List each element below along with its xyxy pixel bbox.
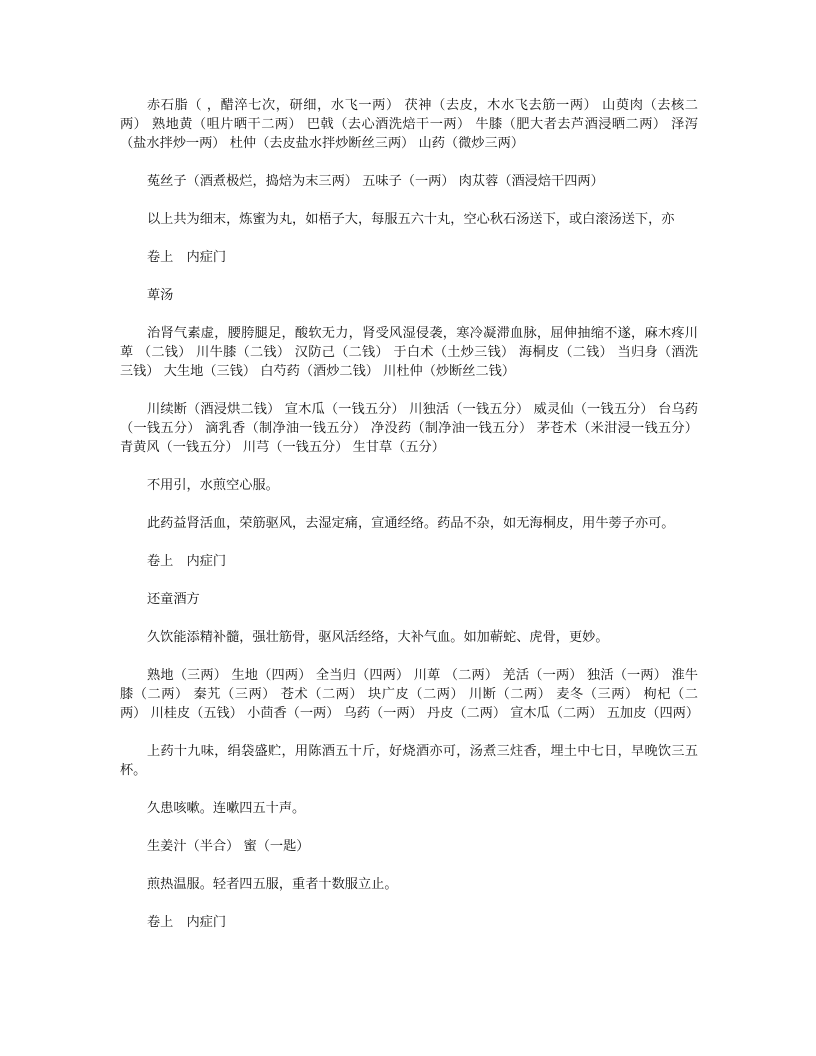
paragraph-preparation: 以上共为细末，炼蜜为丸，如梧子大，每服五六十丸，空心秋石汤送下，或白滚汤送下，亦 [147, 212, 675, 227]
paragraph-ingredients-5: 生姜汁（半合） 蜜（一匙） [147, 839, 310, 854]
paragraph-ingredients-3: 川续断（酒浸烘二钱） 宣木瓜（一钱五分） 川独活（一钱五分） 威灵仙（一钱五分） 台乌药（一钱五分） 滴乳香（制净油一钱五分） 净没药（制净油一钱五分） 茅苍术（米泔浸一钱五分） 青黄风（一钱五分） 川芎（一钱五分） 生甘草（五分） [120, 402, 698, 455]
paragraph-ingredients-1: 赤石脂（ ，醋淬七次，研细，水飞一两） 茯神（去皮，木水飞去筋一两） 山萸肉（去核二两） 熟地黄（咀片晒干二两） 巴戟（去心酒洗焙干一两） 牛膝（肥大者去芦酒浸晒二两） 泽泻（盐水拌炒一两） 杜仲（去皮盐水拌炒断丝三两） 山药（微炒三两） [120, 98, 698, 151]
document-body [120, 96, 698, 951]
section-heading: 卷上 内症门 [147, 915, 227, 930]
paragraph-note: 此药益肾活血，荣筋驱风，去湿定痛，宣通经络。药品不杂，如无海桐皮，用牛蒡子亦可。 [147, 516, 675, 531]
paragraph-indication: 治肾气素虚，腰胯腿足，酸软无力，肾受风湿侵袭，寒冷凝滞血脉，屈伸抽缩不遂，麻木疼川萆 （二钱） 川牛膝（二钱） 汉防己（二钱） 于白术（土炒三钱） 海桐皮（二钱） 当归身（酒洗三钱） 大生地（三钱） 白芍药（酒炒二钱） 川杜仲（炒断丝二钱） [120, 326, 698, 379]
recipe-title: 还童酒方 [147, 592, 200, 607]
recipe-title: 萆汤 [147, 288, 174, 303]
paragraph-symptom: 久患咳嗽。连嗽四五十声。 [147, 801, 306, 816]
section-heading: 卷上 内症门 [147, 250, 227, 265]
paragraph-usage: 煎热温服。轻者四五服，重者十数服立止。 [147, 877, 398, 892]
section-heading: 卷上 内症门 [147, 554, 227, 569]
paragraph-preparation: 上药十九味，绢袋盛贮，用陈酒五十斤，好烧酒亦可，汤煮三炷香，埋土中七日，早晚饮三五杯。 [120, 744, 698, 778]
paragraph-usage: 不用引，水煎空心服。 [147, 478, 279, 493]
paragraph-indication: 久饮能添精补髓，强壮筋骨，驱风活经络，大补气血。如加蕲蛇、虎骨，更妙。 [147, 630, 609, 645]
paragraph-ingredients-4: 熟地（三两） 生地（四两） 全当归（四两） 川萆 （二两） 羌活（一两） 独活（一两） 淮牛膝（二两） 秦艽（三两） 苍术（二两） 块广皮（二两） 川断（二两） 麦冬（三两） 枸杞（二两） 川桂皮（五钱） 小茴香（一两） 乌药（一两） 丹皮（二两） 宣木瓜（二两） 五加皮（四两） [120, 668, 700, 721]
paragraph-ingredients-2: 菟丝子（酒煮极烂，捣焙为末三两） 五味子（一两） 肉苁蓉（酒浸焙干四两） [147, 174, 604, 189]
